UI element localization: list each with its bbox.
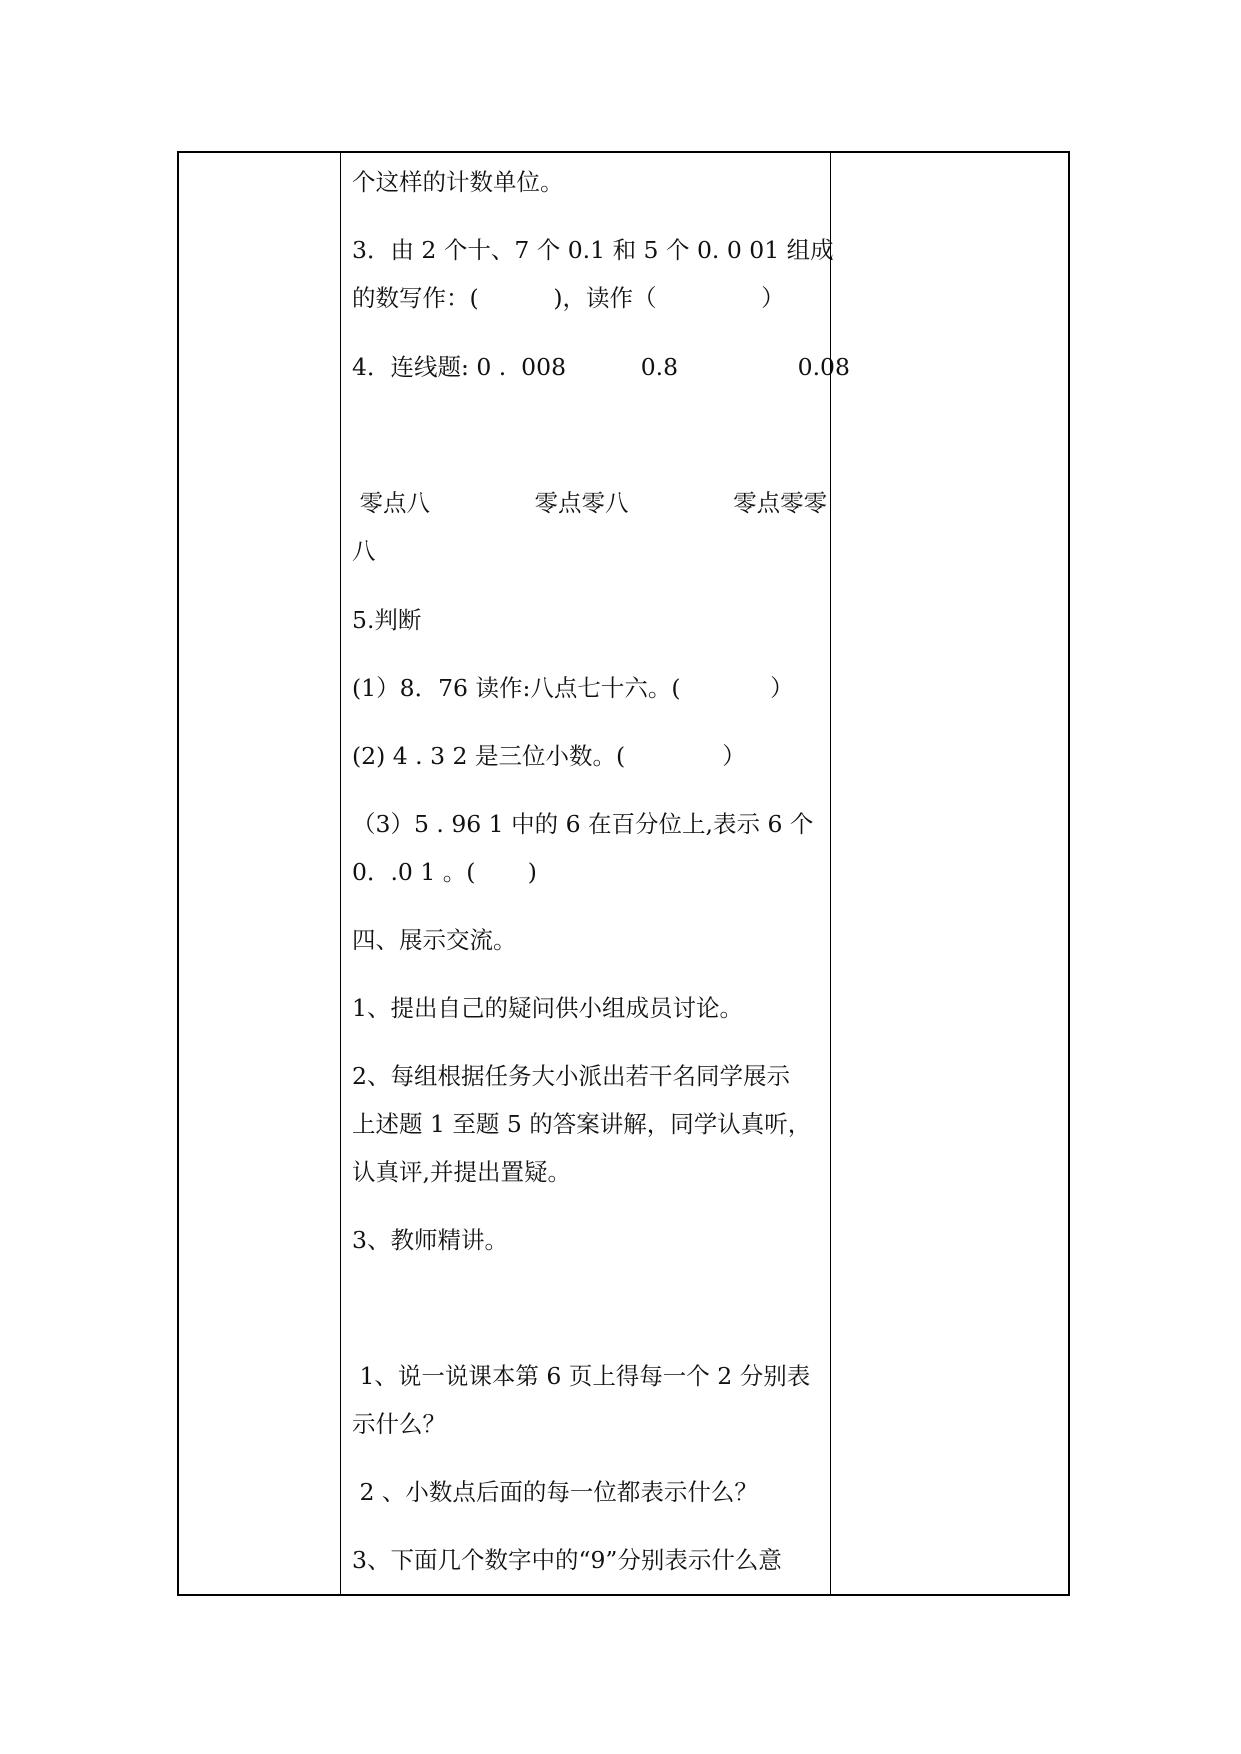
question-4-line: 4．连线题: 0 . 008 0.8 0.08 — [352, 353, 850, 381]
step-2-line-3: 认真评,并提出置疑。 — [352, 1158, 571, 1186]
judge-item-3-line-1: （3）5 . 96 1 中的 6 在百分位上,表示 6 个 — [352, 810, 814, 838]
step-1-line: 1、提出自己的疑问供小组成员讨论。 — [352, 994, 743, 1022]
question-3b-line: 3、下面几个数字中的“9”分别表示什么意 — [352, 1546, 782, 1574]
column-divider-left — [340, 153, 341, 1594]
text-line: 个这样的计数单位。 — [352, 168, 564, 196]
step-2-line-2: 上述题 1 至题 5 的答案讲解，同学认真听， — [352, 1110, 812, 1138]
table-cell-left — [179, 153, 340, 1594]
judge-item-1: (1）8．76 读作:八点七十六。( ） — [352, 674, 794, 702]
question-3-line-1: 3．由 2 个十、7 个 0.1 和 5 个 0. 0 01 组成 — [352, 236, 834, 264]
judge-item-3-line-2: 0．.0 1 。( ) — [352, 858, 537, 886]
section-4-heading: 四、展示交流。 — [352, 926, 517, 954]
match-options-line: 零点八 零点零八 零点零零 — [352, 489, 828, 517]
question-3-line-2: 的数写作：( )，读作（ ） — [352, 284, 785, 312]
step-3-line: 3、教师精讲。 — [352, 1226, 508, 1254]
question-1-line-2: 示什么？ — [352, 1410, 446, 1438]
step-2-line-1: 2、每组根据任务大小派出若干名同学展示 — [352, 1062, 790, 1090]
question-2-line: 2 、小数点后面的每一位都表示什么？ — [352, 1478, 758, 1506]
question-5-heading: 5.判断 — [352, 606, 422, 634]
lesson-table — [177, 151, 1070, 1596]
question-1-line-1: 1、说一说课本第 6 页上得每一个 2 分别表 — [352, 1362, 811, 1390]
match-options-line-2: 八 — [352, 537, 376, 565]
table-cell-right — [831, 153, 1068, 1594]
judge-item-2: (2) 4 . 3 2 是三位小数。( ） — [352, 742, 746, 770]
